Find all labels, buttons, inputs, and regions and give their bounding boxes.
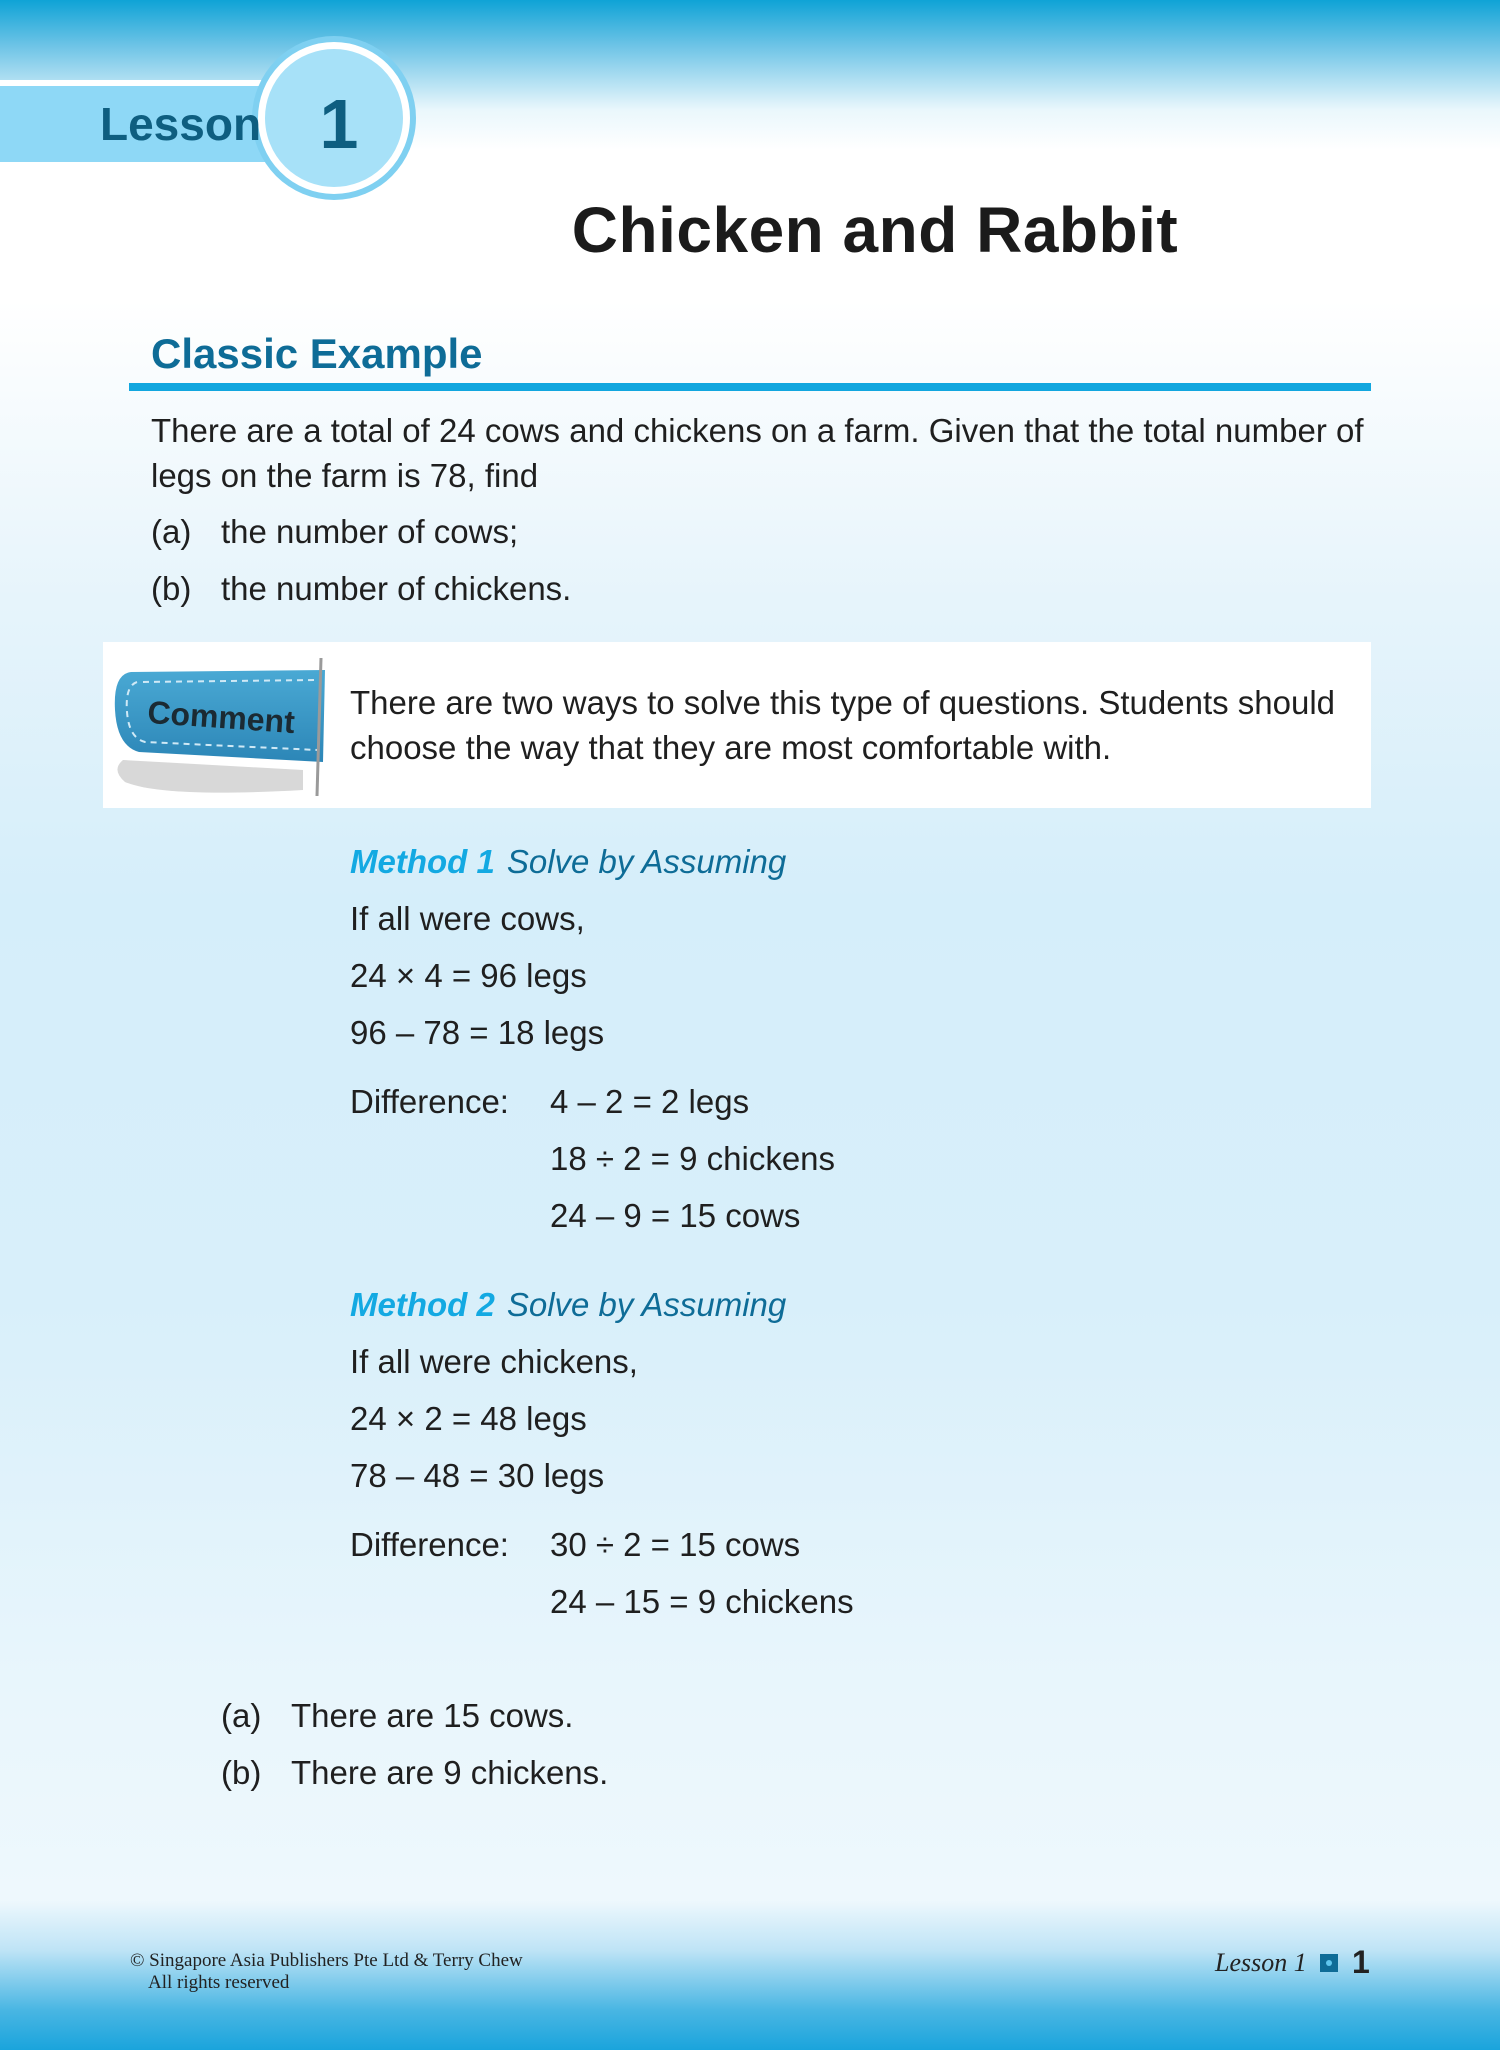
method-2-title: Solve by Assuming [506,1286,787,1323]
page-number: 1 [1352,1944,1370,1980]
bullet-square-icon [1320,1954,1338,1972]
page-title: Chicken and Rabbit [571,194,1179,266]
method-1-step: 24 × 4 = 96 legs [350,957,587,994]
method-2-step: 24 × 2 = 48 legs [350,1400,587,1437]
section-heading: Classic Example [151,330,483,377]
method-2-step: 78 – 48 = 30 legs [350,1457,605,1494]
method-2-difference-step: 30 ÷ 2 = 15 cows [550,1526,801,1563]
footer-lesson-label: Lesson 1 [1215,1948,1307,1977]
question-part-text: the number of chickens. [221,570,572,607]
method-2-difference-label: Difference: [350,1526,509,1563]
question-part-text: the number of cows; [221,513,519,550]
question-part-label: (a) [151,513,192,550]
rights-text: All rights reserved [148,1972,290,1993]
question-text: There are a total of 24 cows and chickens on a farm. Given that the total number of legs on the farm is 78, find [151,412,1364,494]
method-1-step: 96 – 78 = 18 legs [350,1014,605,1051]
answer-text: There are 15 cows. [291,1697,574,1734]
method-1-step: If all were cows, [350,900,585,937]
method-2-difference-step: 24 – 15 = 9 chickens [550,1583,854,1620]
method-1-difference-step: 4 – 2 = 2 legs [550,1083,750,1120]
lesson-label: Lesson [100,98,262,150]
comment-text: There are two ways to solve this type of questions. Students should choose the way that they are most comfortable with. [350,684,1336,766]
method-1-difference-step: 18 ÷ 2 = 9 chickens [550,1140,836,1177]
copyright-text: © Singapore Asia Publishers Pte Ltd & Terry Chew [130,1950,523,1971]
question-part-label: (b) [151,570,192,607]
method-2-heading [350,1286,786,1324]
answer-label: (b) [221,1754,262,1791]
comment-tag-label: Comment [146,693,297,741]
method-2-label: Method 2 [350,1286,495,1323]
footer-copyright [130,1950,523,1994]
method-1-title: Solve by Assuming [506,843,787,880]
method-1-heading [350,843,786,881]
comment-tag-icon [103,650,328,800]
section-divider [129,383,1371,391]
lesson-number: 1 [319,85,359,163]
method-2-step: If all were chickens, [350,1343,638,1380]
method-1-difference-label: Difference: [350,1083,509,1120]
method-1-difference-step: 24 – 9 = 15 cows [550,1197,801,1234]
method-1-label: Method 1 [350,843,495,880]
answer-text: There are 9 chickens. [291,1754,609,1791]
answer-label: (a) [221,1697,262,1734]
